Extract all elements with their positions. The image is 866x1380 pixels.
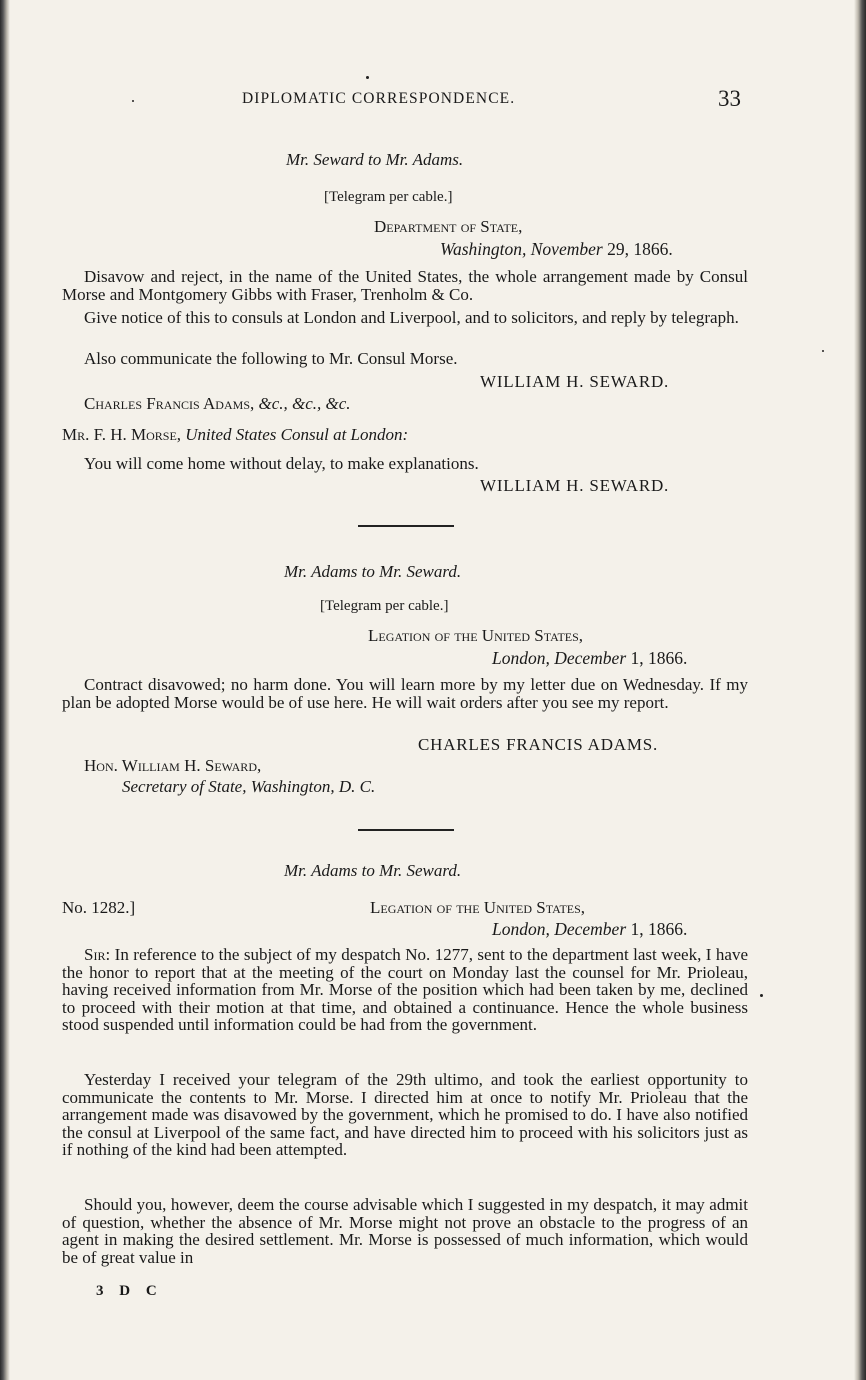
speck — [760, 994, 763, 997]
letter2-date-place: London, December — [492, 648, 627, 668]
letter3-number: No. 1282.] — [62, 898, 136, 917]
letter2-note: [Telegram per cable.] — [320, 598, 449, 614]
section-rule — [358, 525, 454, 527]
page-left-edge — [0, 0, 10, 1380]
letter1-signature2: WILLIAM H. SEWARD. — [480, 476, 670, 495]
letter3-date-place: London, December — [492, 919, 627, 939]
signature-mark: 3 D C — [96, 1283, 163, 1299]
letter1-addressee-etc: &c., &c., &c. — [258, 394, 351, 413]
letter1-to-line — [62, 425, 408, 445]
letter2-para1: Contract disavowed; no harm done. You will learn more by my letter due on Wednesday. If my plan be adopted Morse would be of use here. He will wait orders after you see my report. — [62, 675, 748, 712]
letter3-para2: Yesterday I received your telegram of the 29th ultimo, and took the earliest opportunity to communicate the contents to Mr. Morse. I directed him at once to notify Mr. Prioleau that the arrangement made was disavowed by the government, which he promised to do. I have also notified the consul at Liverpool of the same fact, and have directed him to proceed with his solicitors just as if nothing of the kind had been attempted. — [62, 1070, 748, 1160]
letter3-para1 — [62, 946, 748, 1034]
letter1-date-day: 29, 1866. — [607, 239, 673, 259]
speck — [822, 350, 824, 352]
letter1-signature: WILLIAM H. SEWARD. — [480, 372, 670, 391]
letter2-addressee-title-text: Secretary of State, Washington, D. C. — [122, 777, 376, 796]
letter2-date — [492, 648, 687, 669]
letter1-title: Mr. Seward to Mr. Adams. — [286, 150, 464, 169]
letter2-addressee — [84, 756, 261, 776]
page-right-edge — [854, 0, 866, 1380]
letter1-message: You will come home without delay, to make explanations. — [84, 454, 479, 473]
letter3-para1-text: In reference to the subject of my despatch No. 1277, sent to the department last week, I have the honor to report that at the meeting of the court on Monday last the counsel for Mr. Prioleau, having received information from Mr. Morse of the position which had been taken by me, declined to proceed with their motion at that time, and obtained a continuance. Hence the whole business stood suspended until information could be had from the government. — [62, 945, 748, 1035]
letter1-para3: Also communicate the following to Mr. Consul Morse. — [84, 349, 458, 368]
letter3-date — [492, 919, 687, 940]
letter1-note: [Telegram per cable.] — [324, 189, 453, 205]
letter1-to-line-name: Mr. F. H. Morse, — [62, 425, 182, 444]
letter1-addressee-name: Charles Francis Adams, — [84, 394, 255, 413]
speck — [132, 100, 134, 102]
letter2-signature: CHARLES FRANCIS ADAMS. — [418, 735, 659, 754]
letter2-title: Mr. Adams to Mr. Seward. — [284, 562, 462, 581]
letter1-to-line-title: United States Consul at London: — [185, 425, 409, 444]
speck — [366, 76, 369, 79]
letter2-date-day: 1, 1866. — [630, 648, 688, 668]
letter2-addressee-title — [122, 777, 375, 797]
letter3-para3: Should you, however, deem the course advisable which I suggested in my despatch, it may admit of question, whether the absence of Mr. Morse might not prove an obstacle to the progress of an agent in making the desired settlement. Mr. Morse is possessed of much information, which would be of great value in — [62, 1195, 748, 1267]
letter1-addressee — [84, 394, 351, 414]
letter3-place: Legation of the United States, — [370, 898, 586, 917]
letter3-salutation: Sir: — [84, 945, 111, 964]
running-head: DIPLOMATIC CORRESPONDENCE. — [242, 90, 516, 107]
letter1-para2: Give notice of this to consuls at London and Liverpool, and to solicitors, and reply by telegraph. — [84, 308, 739, 327]
letter1-date-place: Washington, November — [440, 239, 603, 259]
page-number: 33 — [718, 86, 741, 111]
letter2-place: Legation of the United States, — [368, 626, 584, 645]
letter1-date — [440, 239, 673, 260]
letter3-title: Mr. Adams to Mr. Seward. — [284, 861, 462, 880]
letter3-date-day: 1, 1866. — [630, 919, 688, 939]
letter1-place: Department of State, — [374, 217, 523, 236]
letter2-addressee-name: Hon. William H. Seward, — [84, 756, 262, 775]
letter1-para1: Disavow and reject, in the name of the United States, the whole arrangement made by Consul Morse and Montgomery Gibbs with Fraser, Trenholm & Co. — [62, 267, 748, 304]
section-rule — [358, 829, 454, 831]
